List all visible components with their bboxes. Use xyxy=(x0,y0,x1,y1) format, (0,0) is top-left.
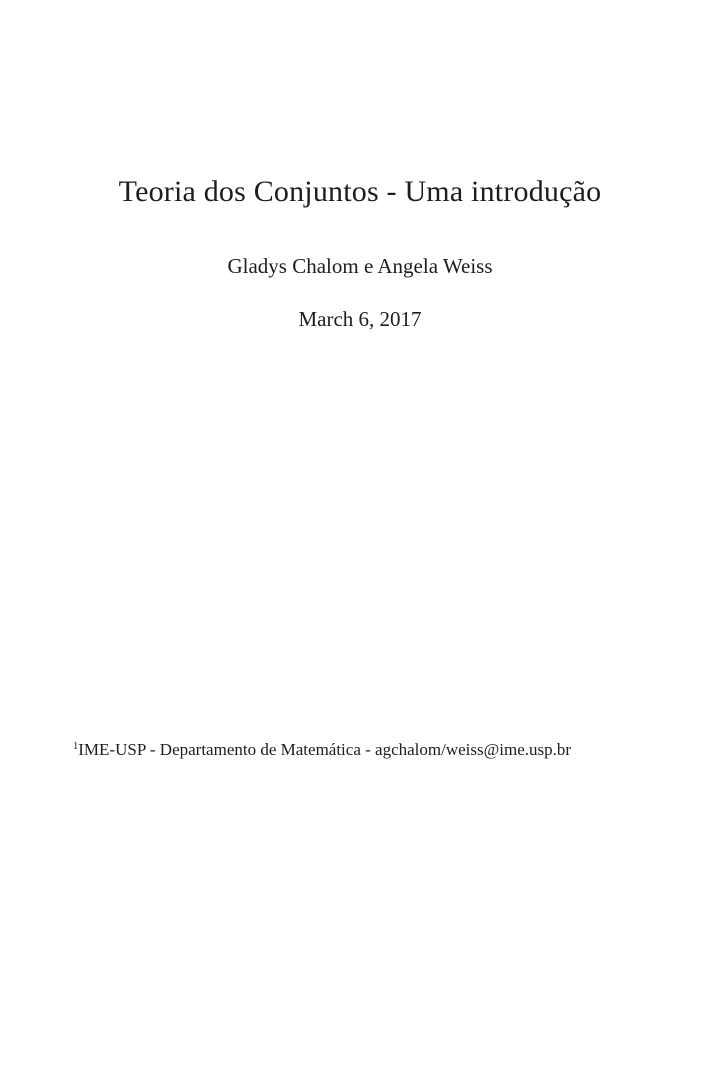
affiliation-footnote xyxy=(73,740,653,760)
footnote-marker: 1 xyxy=(73,741,79,753)
footnote-text: IME-USP - Departamento de Matemática - agchalom/weiss@ime.usp.br xyxy=(78,740,572,759)
date-line: March 6, 2017 xyxy=(298,307,422,331)
authors-line: Gladys Chalom e Angela Weiss xyxy=(227,254,493,278)
document-title: Teoria dos Conjuntos - Uma introdução xyxy=(118,175,602,208)
